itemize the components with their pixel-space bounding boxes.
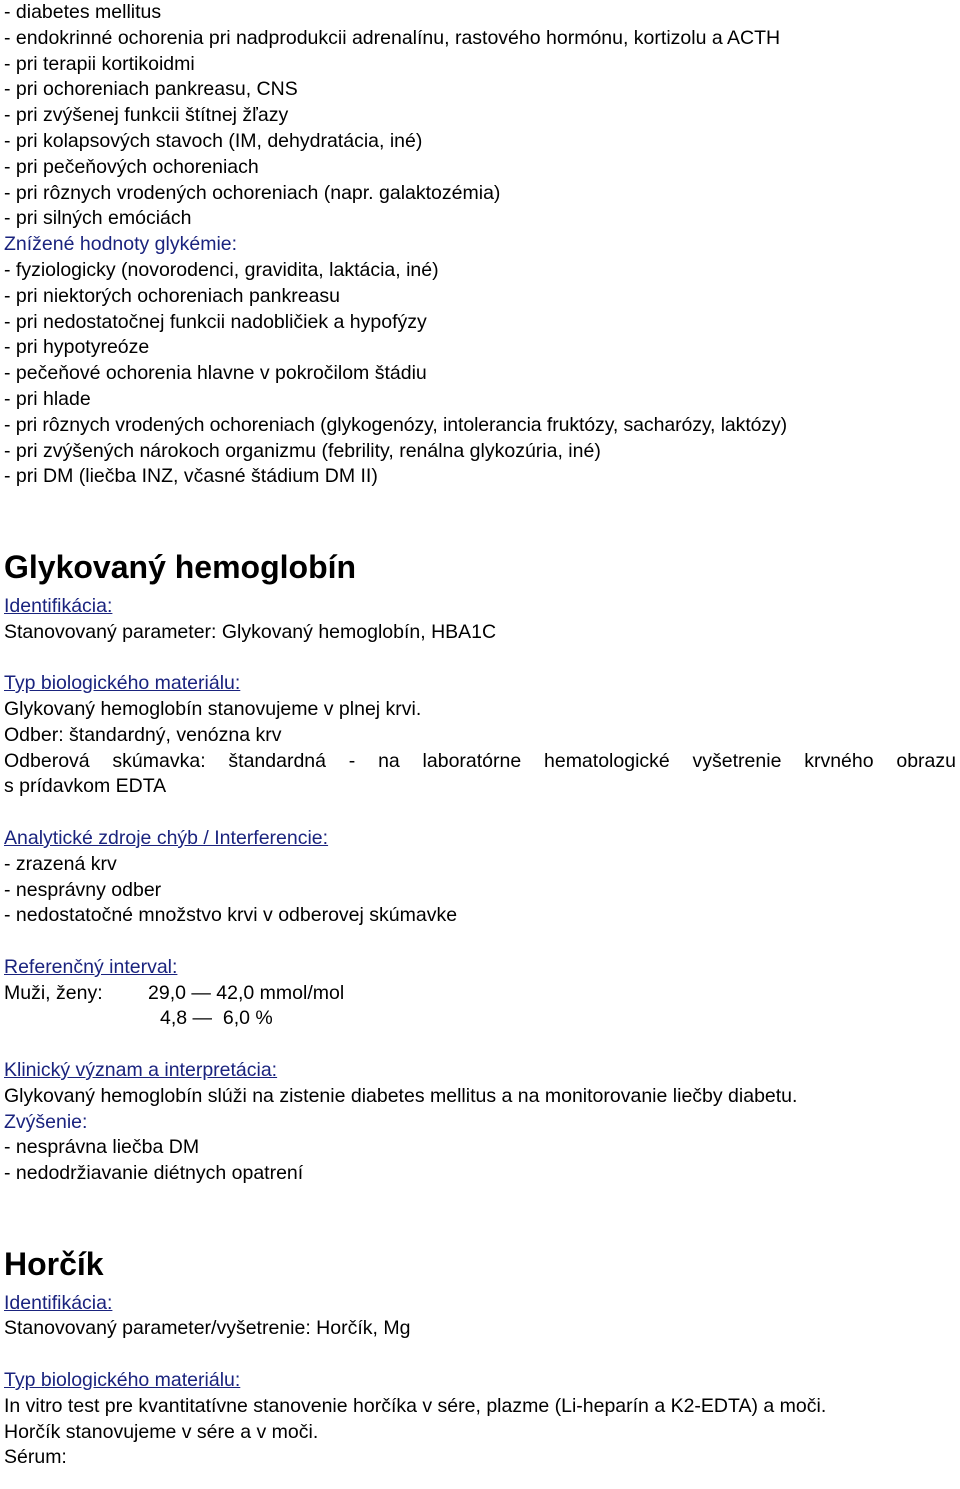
hba-increase-heading: Zvýšenie: (4, 1110, 88, 1133)
hba-material-line: s prídavkom EDTA (4, 775, 167, 798)
hba-reference-heading: Referenčný interval: (4, 955, 178, 978)
list-item: - diabetes mellitus (4, 1, 162, 23)
list-item: - pri ochoreniach pankreasu, CNS (4, 78, 298, 101)
mg-identification-heading: Identifikácia: (4, 1291, 113, 1314)
section-title-hba: Glykovaný hemoglobín (4, 548, 357, 585)
hba-material-heading: Typ biologického materiálu: (4, 672, 241, 695)
list-item: - pri silných emóciách (4, 207, 192, 230)
list-item: - nedodržiavanie diétnych opatrení (4, 1162, 304, 1185)
reference-row (4, 981, 956, 1007)
reduced-list (4, 258, 956, 490)
mg-material-line: Horčík stanovujeme v sére a v moči. (4, 1420, 319, 1443)
mg-material-line: Sérum: (4, 1446, 67, 1469)
list-item: - pri rôznych vrodených ochoreniach (napr. galaktozémia) (4, 181, 501, 204)
list-item: - pri DM (liečba INZ, včasné štádium DM II) (4, 465, 378, 488)
list-item: - nesprávna liečba DM (4, 1136, 200, 1159)
hba-material-line: Odberová skúmavka: štandardná - na laboratórne hematologické vyšetrenie krvného obrazu (4, 749, 956, 772)
mg-identification-text: Stanovovaný parameter/vyšetrenie: Horčík, Mg (4, 1317, 411, 1340)
reference-value-percent: 4,8 — 6,0 % (160, 1007, 273, 1030)
list-item: - pri hlade (4, 387, 91, 410)
list-item: - nedostatočné množstvo krvi v odberovej skúmavke (4, 904, 458, 927)
list-item: - zrazená krv (4, 852, 117, 875)
reference-value-mmol: 29,0 — 42,0 mmol/mol (148, 981, 345, 1004)
hba-clinical-heading: Klinický význam a interpretácia: (4, 1059, 278, 1082)
reference-label: Muži, ženy: (4, 981, 103, 1004)
list-item: - pri nedostatočnej funkcii nadobličiek a hypofýzy (4, 310, 427, 333)
mg-material-heading: Typ biologického materiálu: (4, 1369, 241, 1392)
list-item: - nesprávny odber (4, 878, 162, 901)
hba-clinical-text: Glykovaný hemoglobín slúži na zistenie diabetes mellitus a na monitorovanie liečby diabetu. (4, 1084, 798, 1107)
hba-errors-heading: Analytické zdroje chýb / Interferencie: (4, 826, 329, 849)
mg-material-line: In vitro test pre kvantitatívne stanovenie horčíka v sére, plazme (Li-heparín a K2-EDTA) a moči. (4, 1394, 827, 1417)
list-item: - pri niektorých ochoreniach pankreasu (4, 284, 341, 307)
hba-identification-heading: Identifikácia: (4, 594, 113, 617)
top-list (4, 0, 956, 232)
list-item: - pri rôznych vrodených ochoreniach (glykogenózy, intolerancia fruktózy, sacharózy, laktózy) (4, 413, 788, 436)
list-item: - pri pečeňových ochoreniach (4, 155, 259, 178)
list-item: - fyziologicky (novorodenci, gravidita, laktácia, iné) (4, 258, 439, 281)
list-item: - pri zvýšenej funkcii štítnej žľazy (4, 104, 289, 127)
list-item: - pri hypotyreóze (4, 336, 150, 359)
document-page (4, 0, 956, 1471)
reference-row (4, 1006, 956, 1032)
hba-material-line: Odber: štandardný, venózna krv (4, 723, 282, 746)
list-item: - endokrinné ochorenia pri nadprodukcii adrenalínu, rastového hormónu, kortizolu a ACTH (4, 26, 781, 49)
section-title-mg: Horčík (4, 1245, 104, 1282)
hba-material-line: Glykovaný hemoglobín stanovujeme v plnej krvi. (4, 697, 422, 720)
reduced-heading: Znížené hodnoty glykémie: (4, 233, 238, 256)
hba-identification-text: Stanovovaný parameter: Glykovaný hemoglobín, HBA1C (4, 620, 497, 643)
list-item: - pečeňové ochorenia hlavne v pokročilom štádiu (4, 362, 427, 385)
list-item: - pri zvýšených nárokoch organizmu (febrility, renálna glykozúria, iné) (4, 439, 601, 462)
list-item: - pri kolapsových stavoch (IM, dehydratácia, iné) (4, 129, 423, 152)
list-item: - pri terapii kortikoidmi (4, 52, 195, 75)
